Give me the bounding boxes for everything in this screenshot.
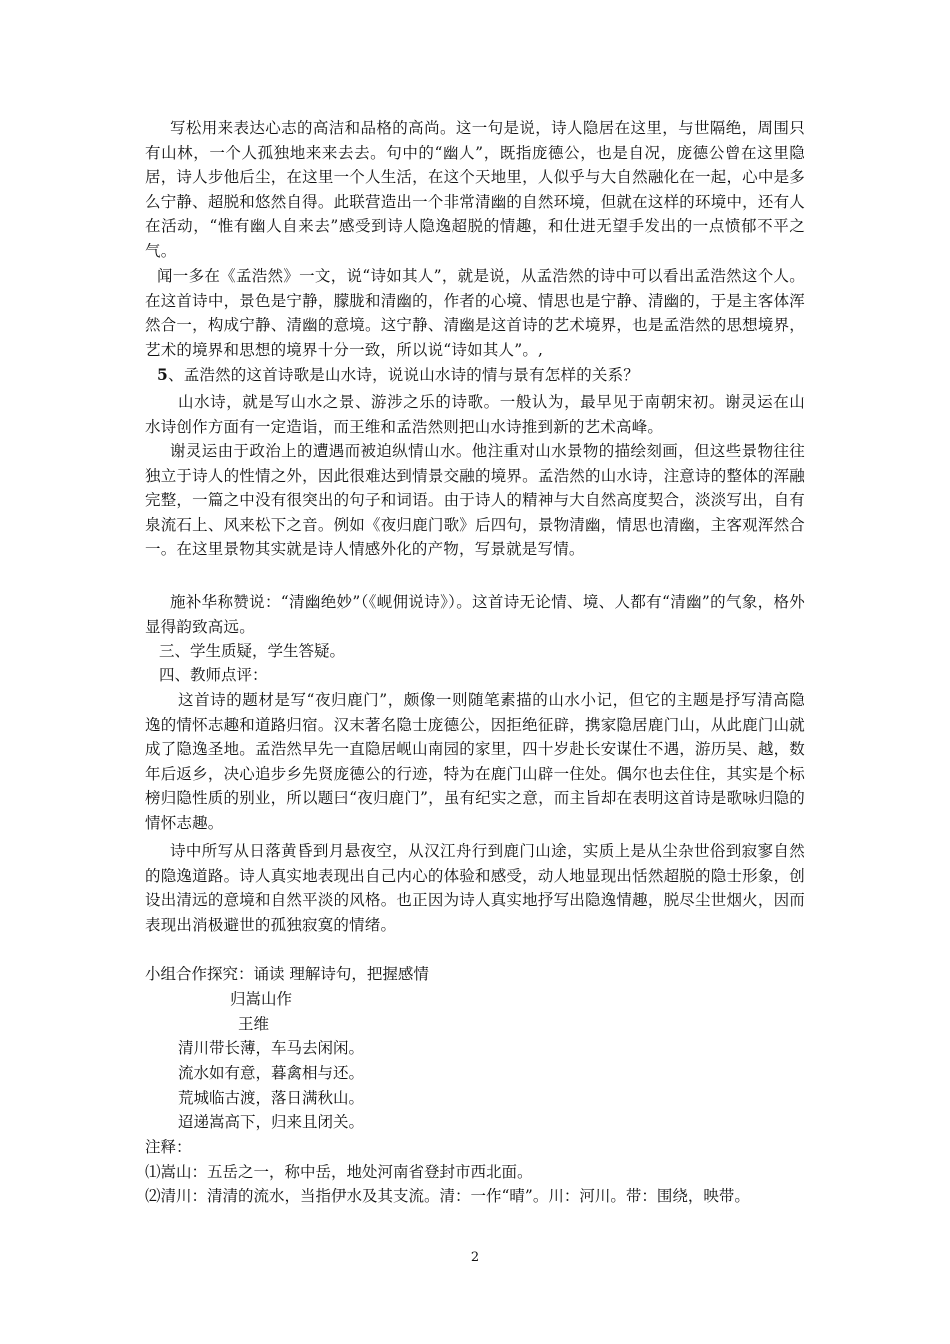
paragraph-teacher-comment: 这首诗的题材是写“夜归鹿门”，颇像一则随笔素描的山水小记，但它的主题是抒写清高隐逸的情怀志趣和道路归宿。汉末著名隐士庞德公，因拒绝征辟，携家隐居鹿门山，从此鹿门山就成了隐逸圣地。孟浩然早先一直隐居岘山南园的家里，四十岁赴长安谋仕不遇，游历吴、越，数年后返乡，决心追步乡先贤庞德公的行迹，特为在鹿门山辟一住处。偶尔也去住住，其实是个标榜归隐性质的别业，所以题曰“夜归鹿门”，虽有纪实之意，而主旨却在表明这首诗是歌咏归隐的情怀志趣。	[145, 691, 805, 832]
question-5-number: 5	[157, 365, 168, 384]
note-item: ⑴嵩山：五岳之一，称中岳，地处河南省登封市西北面。	[145, 1163, 533, 1181]
section-four: 四、教师点评：	[159, 666, 268, 684]
section-three: 三、学生质疑，学生答疑。	[159, 642, 346, 660]
poem-line: 荒城临古渡，落日满秋山。	[178, 1089, 365, 1107]
paragraph-landscape-poetry: 山水诗，就是写山水之景、游涉之乐的诗歌。一般认为，最早见于南朝宋初。谢灵运在山水诗创作方面有一定造诣，而王维和孟浩然则把山水诗推到新的艺术高峰。	[145, 393, 805, 436]
paragraph-pine-explanation: 写松用来表达心志的高洁和品格的高尚。这一句是说，诗人隐居在这里，与世隔绝，周围只有山林，一个人孤独地来来去去。句中的“幽人”，既指庞德公，也是自况，庞德公曾在这里隐居，诗人步他后尘，在这里一个人生活，在这个天地里，人似乎与大自然融化在一起，心中是多么宁静、超脱和悠然自得。此联营造出一个非常清幽的自然环境，但就在这样的环境中，还有人在活动，“惟有幽人自来去”感受到诗人隐逸超脱的情趣，和仕进无望手发出的一点愤郁不平之气。	[145, 119, 805, 260]
paragraph-shi-buhua: 施补华称赞说：“清幽绝妙”（《岘佣说诗》）。这首诗无论情、境、人都有“清幽”的气象，格外显得韵致高远。	[145, 593, 805, 636]
notes-label: 注释：	[145, 1138, 192, 1156]
poem-line: 迢递嵩高下，归来且闭关。	[178, 1113, 365, 1131]
paragraph-xie-lingyun: 谢灵运由于政治上的遭遇而被迫纵情山水。他注重对山水景物的描绘刻画，但这些景物往往独立于诗人的性情之外，因此很难达到情景交融的境界。孟浩然的山水诗，注意诗的整体的浑融完整，一篇之中没有很突出的句子和词语。由于诗人的精神与大自然高度契合，淡淡写出，自有泉流石上、风来松下之音。例如《夜归鹿门歌》后四句，景物清幽，情思也清幽，主客观浑然合一。在这里景物其实就是诗人情感外化的产物，写景就是写情。	[145, 442, 805, 558]
poem-line: 清川带长薄，车马去闲闲。	[178, 1039, 365, 1057]
paragraph-poem-content: 诗中所写从日落黄昏到月悬夜空，从汉江舟行到鹿门山途，实质上是从尘杂世俗到寂寥自然的隐逸道路。诗人真实地表现出自己内心的体验和感受，动人地显现出恬然超脱的隐士形象，创设出清远的意境和自然平淡的风格。也正因为诗人真实地抒写出隐逸情趣，脱尽尘世烟火，因而表现出消极避世的孤独寂寞的情绪。	[145, 842, 805, 934]
note-item: ⑵清川：清清的流水，当指伊水及其支流。清：一作“晴”。川：河川。带：围绕，映带。	[145, 1187, 750, 1205]
question-5-text: 、孟浩然的这首诗歌是山水诗，说说山水诗的情与景有怎样的关系？	[168, 366, 640, 384]
poem-title: 归嵩山作	[230, 990, 293, 1008]
question-5	[145, 363, 805, 388]
paragraph-wen-yiduo: 闻一多在《孟浩然》一文，说“诗如其人”，就是说，从孟浩然的诗中可以看出孟浩然这个人。在这首诗中，景色是宁静，朦胧和清幽的，作者的心境、情思也是宁静、清幽的，于是主客体浑然合一，构成宁静、清幽的意境。这宁静、清幽是这首诗的艺术境界，也是孟浩然的思想境界，艺术的境界和思想的境界十分一致，所以说“诗如其人”。,	[145, 267, 805, 359]
page-number: 2	[470, 1250, 480, 1265]
group-study-heading: 小组合作探究：诵读 理解诗句，把握感情	[145, 965, 429, 983]
poem-line: 流水如有意，暮禽相与还。	[178, 1064, 365, 1082]
poem-author: 王维	[238, 1015, 270, 1033]
